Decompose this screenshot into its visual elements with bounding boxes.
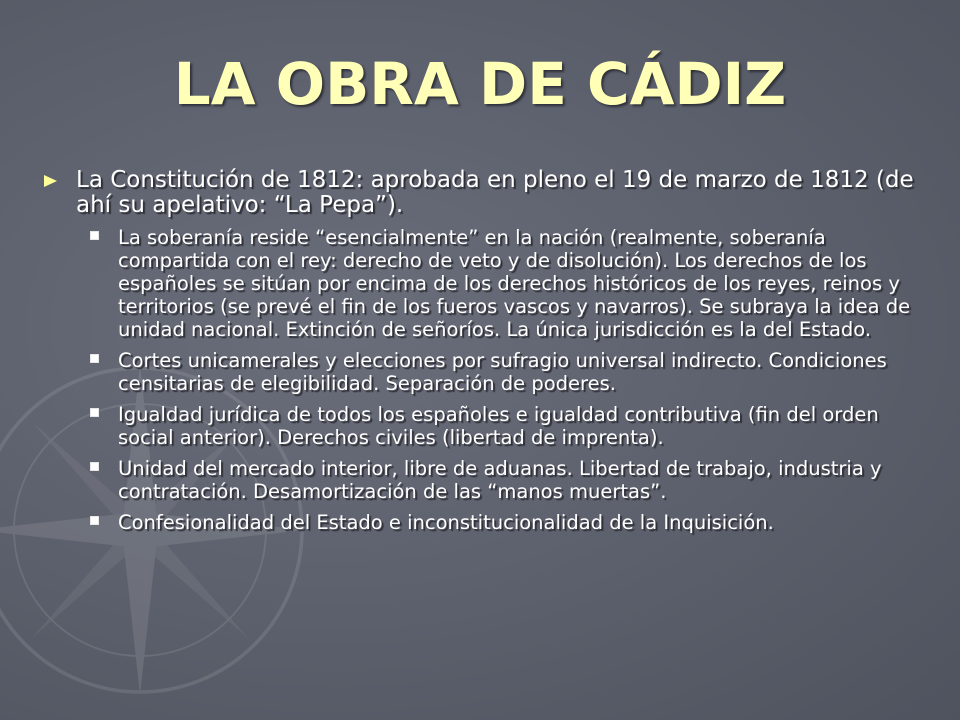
sub-bullet-item: [44, 226, 924, 341]
square-bullet-icon: [90, 408, 99, 417]
sub-bullet-item: [44, 457, 924, 503]
sub-bullet-text: La soberanía reside “esencialmente” en la nación (realmente, soberanía compartida con el rey: derecho de veto y de disolución). Los derechos de los españoles se sitúan por encima de los derechos históricos de los reyes, reinos y territorios (se prevé el fin de los fueros vascos y navarros). Se subraya la idea de unidad nacional. Extinción de señoríos. La única jurisdicción es la del Estado.: [118, 226, 911, 341]
triangle-bullet-icon: [44, 175, 57, 187]
square-bullet-icon: [90, 354, 99, 363]
sub-bullet-text: Confesionalidad del Estado e inconstitucionalidad de la Inquisición.: [118, 511, 774, 534]
sub-bullet-list: [44, 226, 924, 534]
sub-bullet-item: [44, 403, 924, 449]
square-bullet-icon: [90, 462, 99, 471]
sub-bullet-text: Cortes unicamerales y elecciones por sufragio universal indirecto. Condiciones censitarias de elegibilidad. Separación de poderes.: [118, 349, 887, 395]
sub-bullet-item: [44, 511, 924, 534]
sub-bullet-item: [44, 349, 924, 395]
square-bullet-icon: [90, 231, 99, 240]
sub-bullet-text: Unidad del mercado interior, libre de aduanas. Libertad de trabajo, industria y contratación. Desamortización de las “manos muertas”.: [118, 457, 882, 503]
slide-title: LA OBRA DE CÁDIZ: [173, 50, 787, 118]
slide-content: [44, 168, 924, 542]
main-bullet-item: [44, 168, 924, 218]
main-bullet-text: La Constitución de 1812: aprobada en pleno el 19 de marzo de 1812 (de ahí su apelativo: “La Pepa”).: [76, 167, 914, 218]
sub-bullet-text: Igualdad jurídica de todos los españoles e igualdad contributiva (fin del orden social anterior). Derechos civiles (libertad de imprenta).: [118, 403, 879, 449]
square-bullet-icon: [90, 516, 99, 525]
